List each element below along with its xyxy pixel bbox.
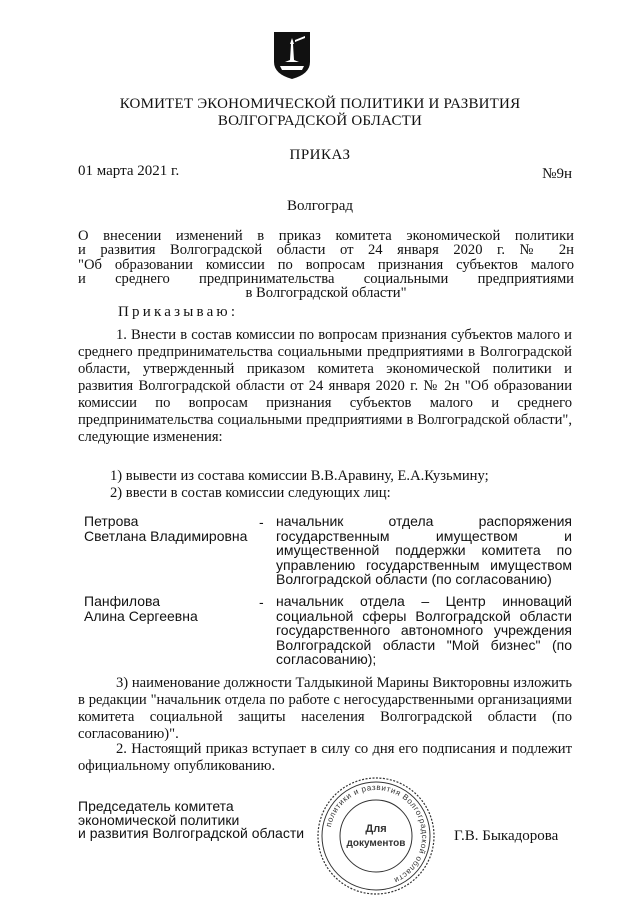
order-word: Приказываю:	[118, 304, 239, 320]
order-date: 01 марта 2021 г.	[78, 163, 180, 179]
city: Волгоград	[286, 198, 353, 214]
subject-line: "Об образовании комиссии по вопросам признания субъектов малого	[78, 256, 574, 273]
order-subject	[78, 229, 574, 300]
person-given-name: Алина Сергеевна	[84, 607, 198, 624]
signatory-line: Председатель комитета	[78, 798, 234, 814]
person-given-name: Светлана Владимировна	[84, 527, 248, 544]
committee-name	[0, 96, 640, 130]
dash: -	[259, 514, 264, 530]
person-name	[84, 594, 198, 623]
person-name	[84, 514, 247, 543]
official-stamp	[315, 775, 437, 897]
subject-line: в Волгоградской области"	[245, 285, 407, 302]
stamp-ring-text: политики и развития Волгоградской области	[323, 782, 430, 886]
order-number: №9н	[542, 166, 572, 182]
subject-line: и среднего предпринимательства социальными предприятиями	[78, 270, 574, 287]
person-surname: Петрова	[84, 513, 139, 529]
coat-of-arms-icon	[272, 30, 312, 80]
signatory-name: Г.В. Быкадорова	[454, 828, 559, 844]
stamp-center-text: Для	[365, 823, 387, 835]
paragraph-3: 3) наименование должности Талдыкиной Марины Викторовны изложить в редакции "начальник отдела по работе с негосударственными организациями комитета социальной защиты населения Волгоградской области (по согласованию)".	[78, 675, 572, 742]
signatory-line: и развития Волгоградской области	[78, 825, 305, 841]
dash: -	[259, 594, 264, 610]
order-title: ПРИКАЗ	[289, 147, 351, 163]
list-item-2: 2) ввести в состав комиссии следующих лиц:	[110, 485, 391, 501]
person-surname: Панфилова	[84, 593, 161, 609]
committee-line-2: ВОЛГОГРАДСКОЙ ОБЛАСТИ	[217, 113, 423, 129]
stamp-center-text: документов	[346, 838, 406, 849]
paragraph-1: 1. Внести в состав комиссии по вопросам признания субъектов малого и среднего предпринимательства социальными предприятиями в Волгоградской области, утвержденный приказом комитета экономической политики и развития Волгоградской области от 24 января 2020 г. № 2н "Об образовании комиссии по вопросам признания субъектов малого и среднего предпринимательства социальными предприятиями в Волгоградской области", следующие изменения:	[78, 327, 572, 445]
committee-line-1: КОМИТЕТ ЭКОНОМИЧЕСКОЙ ПОЛИТИКИ И РАЗВИТИЯ	[119, 96, 521, 112]
signatory-title	[78, 800, 304, 841]
person-role: начальник отдела – Центр инноваций социальной сферы Волгоградской области государственного автономного учреждения Волгоградской области "Мой бизнес" (по согласованию);	[276, 593, 572, 667]
paragraph-4: 2. Настоящий приказ вступает в силу со дня его подписания и подлежит официальному опубликованию.	[78, 741, 572, 774]
subject-line: О внесении изменений в приказ комитета экономической политики	[78, 228, 574, 244]
signatory-line: экономической политики	[78, 811, 240, 828]
person-role: начальник отдела распоряжения государственным имуществом и имущественной поддержки комитета по управлению государственным имуществом Волгоградской области (по согласованию)	[276, 513, 572, 587]
list-item-1: 1) вывести из состава комиссии В.В.Аравину, Е.А.Кузьмину;	[110, 468, 489, 484]
subject-line: и развития Волгоградской области от 24 января 2020 г. № 2н	[78, 242, 574, 259]
